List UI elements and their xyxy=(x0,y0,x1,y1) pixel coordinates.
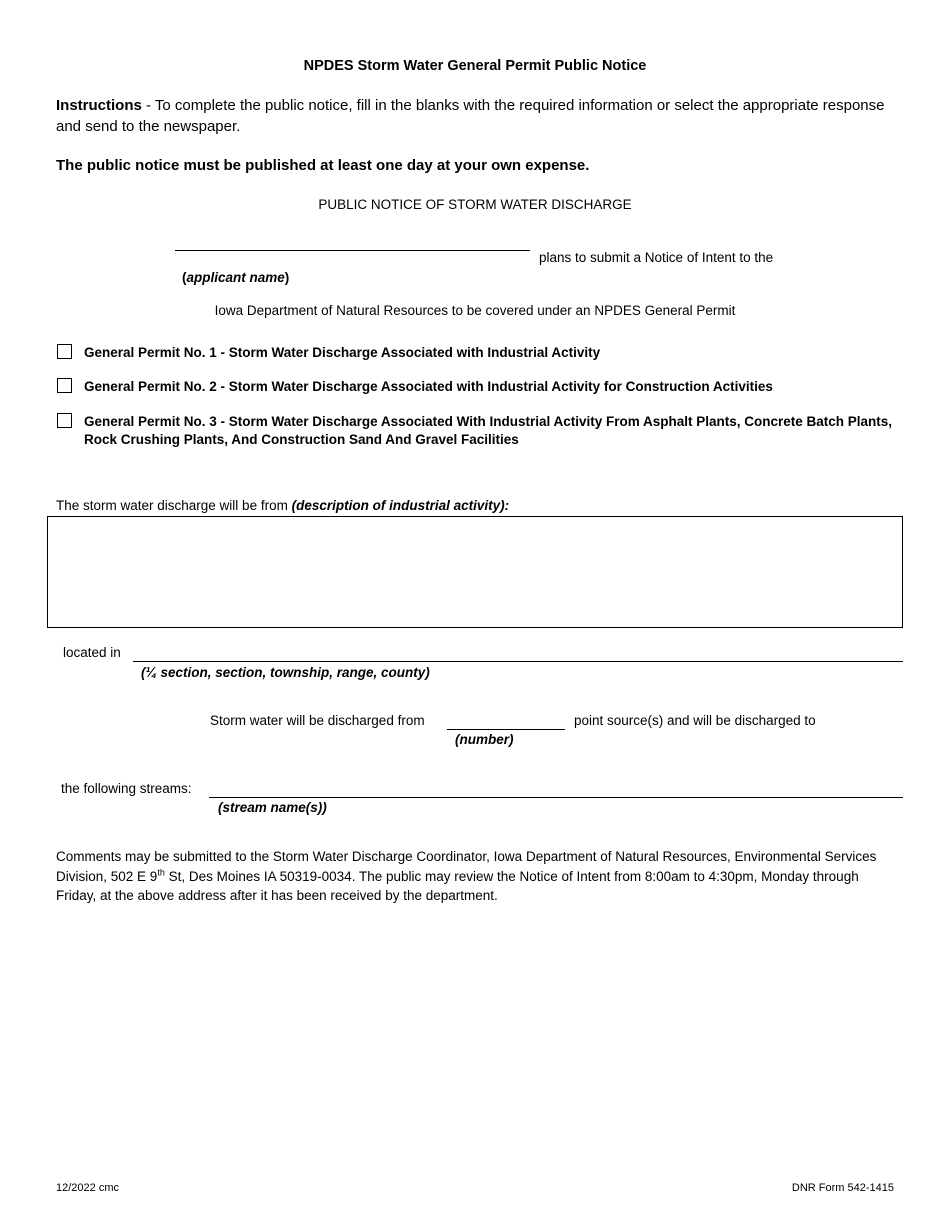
permit-1-checkbox[interactable] xyxy=(57,344,72,359)
permit-3-label: General Permit No. 3 - Storm Water Discharge Associated With Industrial Activity From Asphalt Plants, Concrete Batch Plants, Rock Crushing Plants, And Construction Sand And Gravel Facilities xyxy=(84,414,893,447)
industrial-activity-textarea[interactable] xyxy=(47,516,903,628)
footer-revision: 12/2022 cmc xyxy=(56,1182,119,1194)
permit-2-label: General Permit No. 2 - Storm Water Discharge Associated with Industrial Activity for Construction Activities xyxy=(84,379,773,394)
permit-3-checkbox[interactable] xyxy=(57,413,72,428)
publish-requirement: The public notice must be published at least one day at your own expense. xyxy=(56,157,590,174)
streams-prefix: the following streams: xyxy=(61,781,192,796)
instructions-label: Instructions xyxy=(56,97,142,114)
stream-names-field[interactable] xyxy=(209,797,903,798)
comments-paragraph: Comments may be submitted to the Storm Water Discharge Coordinator, Iowa Department of Natural Resources, Environmental Services Division, 502 E 9th St, Des Moines IA 50319-0034. The public may review the Notice of Intent from 8:00am to 4:30pm, Monday through Friday, at the above address after it has been received by the department. xyxy=(56,849,877,903)
applicant-name-field[interactable] xyxy=(175,250,530,251)
location-field[interactable] xyxy=(133,661,903,662)
applicant-name-label: (applicant name) xyxy=(182,270,290,285)
point-source-count-field[interactable] xyxy=(447,729,565,730)
page-title: NPDES Storm Water General Permit Public Notice xyxy=(303,58,647,74)
discharge-points-prefix: Storm water will be discharged from xyxy=(210,713,425,728)
applicant-trailing-text: plans to submit a Notice of Intent to the xyxy=(539,250,774,265)
point-source-count-label: (number) xyxy=(455,732,514,747)
permit-1-label: General Permit No. 1 - Storm Water Discharge Associated with Industrial Activity xyxy=(84,345,601,360)
dnr-line: Iowa Department of Natural Resources to be covered under an NPDES General Permit xyxy=(214,303,736,318)
location-label: (¼ section, section, township, range, county) xyxy=(141,665,430,680)
located-in-prefix: located in xyxy=(63,645,121,660)
discharge-description-prompt: The storm water discharge will be from (description of industrial activity): xyxy=(56,498,510,513)
notice-heading: PUBLIC NOTICE OF STORM WATER DISCHARGE xyxy=(318,197,632,212)
instructions-text: - To complete the public notice, fill in the blanks with the required information or select the appropriate response and send to the newspaper. xyxy=(56,97,885,135)
footer-form-number: DNR Form 542-1415 xyxy=(791,1182,894,1194)
instructions xyxy=(56,95,906,137)
stream-names-label: (stream name(s)) xyxy=(218,800,327,815)
discharge-points-suffix: point source(s) and will be discharged to xyxy=(574,713,816,728)
permit-2-checkbox[interactable] xyxy=(57,378,72,393)
